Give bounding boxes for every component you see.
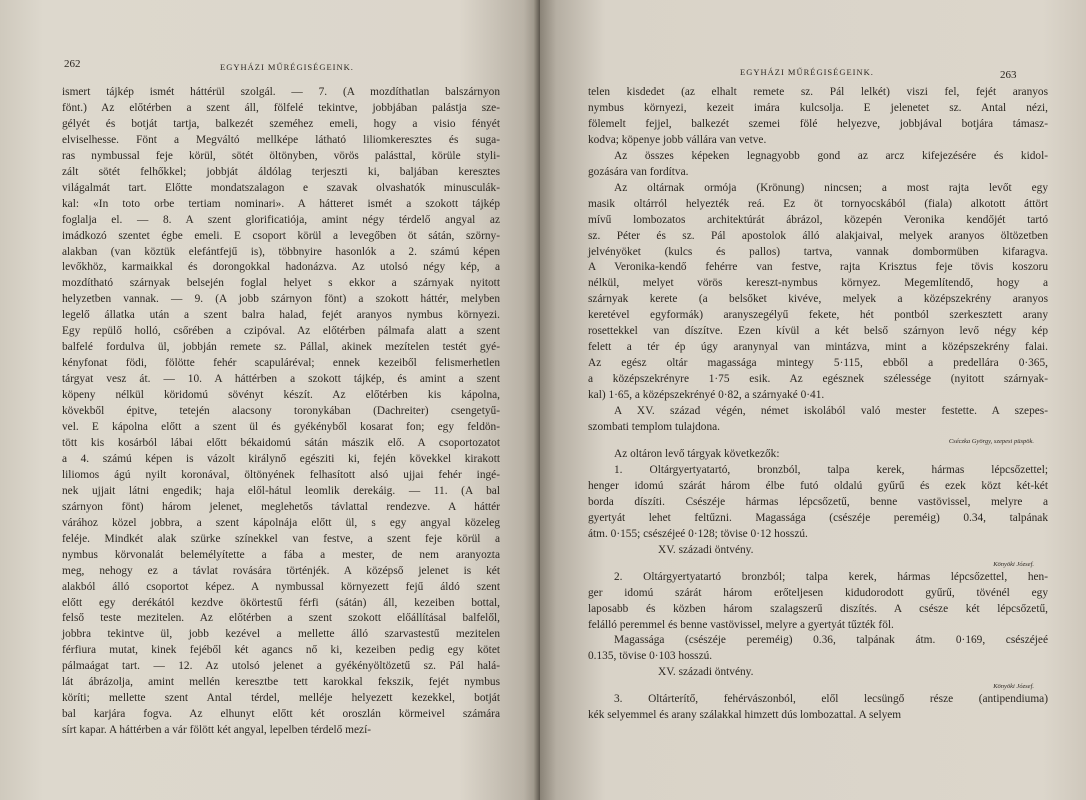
- text-line: szárnyak kerete (a belsőket kivéve, melyek a középszekrény aranyos: [588, 293, 1048, 306]
- text-line: helyzetben vannak. — 9. (A jobb szárnyon fönt) a szokott háttér, melyben: [62, 293, 500, 306]
- text-line: tárgyat vesz át. — 10. A háttérben a szokott tájkép, és amint a szent: [62, 373, 500, 386]
- text-line: jelvényöket (kulcs és pallos) tartva, vannak dombormüben kifaragva.: [588, 245, 1048, 258]
- text-line: foglalja el. — 8. A szent glorificatiója, amint négy térdelő angyal az: [62, 213, 500, 226]
- text-line: kal) 1·65, a középszekrényé 0·82, a szárnyaké 0·41.: [588, 389, 825, 402]
- item-2-candlestick: [588, 570, 1048, 634]
- text-line: fönt.) Az előtérben a szent áll, fölfelé tekintve, jobbjában palástja sze-: [62, 101, 500, 114]
- text-line: masik oltárról helyezték reá. Ez öt tornyocskából (fiala) alkotott áttört: [588, 197, 1048, 210]
- text-line: a középszekrényre 1·75 esik. Az egésznek szélessége (nyitott szárnyak-: [588, 373, 1048, 386]
- item-2-dimensions: [588, 633, 1048, 665]
- text-line: gozására van fordítva.: [588, 165, 689, 178]
- page-number-right: 263: [1000, 69, 1017, 81]
- text-line: ismert tájkép ismét háttérül szolgál. — 7. (A mozdíthatlan balszárnyon: [62, 86, 500, 98]
- text-line: meg, nehogy ez a távlat rovására történjék. A középső jelenet is két: [62, 564, 500, 577]
- text-line: mozdítható szárnyak belsején foglal helyet s ekkor a szárnyak nyitott: [62, 277, 500, 290]
- text-line: nek ujjait látni engedik; haja elől-hátul leomlik derekáig. — 11. (A bal: [62, 484, 500, 497]
- text-line: A XV. század végén, német iskolából való mester festette. A szepes-: [614, 405, 1048, 418]
- text-line: borda díszíti. Csészéje hármas lépcsőzetű, benne vastövissel, melyre a: [588, 495, 1048, 508]
- text-line: laposabb és közben három szalagszerű diszítés. A csésze két lépcsőzetű,: [588, 602, 1048, 615]
- objects-intro: Az oltáron levő tárgyak következők:: [614, 447, 780, 460]
- paragraph-origin: [588, 404, 1048, 436]
- right-page: [540, 0, 1086, 800]
- text-line: rosettekkel van díszítve. Ezen kívül a két belső szárnyon levő négy kép: [588, 325, 1048, 338]
- text-line: 0.135, tövise 0·103 hosszú.: [588, 650, 713, 663]
- text-line: előtt egy derékától kezdve ökörtestű férfi (sátán) áll, kezeiben bottal,: [62, 596, 500, 609]
- text-line: A Veronika-kendő fehérre van festve, rajta Krisztus feje tövis koszoru: [588, 261, 1048, 274]
- text-line: zált sötét felhőkkel; jobbját áldólag terjeszti ki, baljában keresztes: [62, 165, 500, 178]
- text-line: sírt kapar. A háttérben a vár fölött két angyal, lepelben térdelő mezí-: [62, 724, 371, 737]
- page-number-left: 262: [64, 58, 81, 70]
- text-line: balfelé fordulva ül, jobbján remete sz. Pállal, akinek mezítelen testét gyé-: [62, 341, 500, 354]
- left-page: [0, 0, 540, 800]
- text-line: elviselhesse. Fönt a Megváltó mellképe látható liliomkeresztes és suga-: [62, 133, 500, 146]
- text-line: vel. E kápolna előtt a szent ül és gyékényből kosarat fon; egy feldön-: [62, 421, 500, 434]
- running-head-left: EGYHÁZI MŰRÉGISÉGEINK.: [220, 62, 354, 72]
- text-line: kövekből épitve, tetején alacsony toronykában (Dachreiter) csengetyű-: [62, 405, 500, 418]
- right-body-text: [588, 85, 1048, 724]
- paragraph-crowning: [588, 181, 1048, 404]
- text-line: legelő állatka után a szent balra halad, fejét aranyos nymbus környezi.: [62, 309, 500, 322]
- text-line: fölemelt fejjel, balkezét szemei fölé helyezve, jobbjával botjára támasz-: [588, 117, 1048, 130]
- signature-csaszka: Cséczka György, szepesi püspök.: [948, 437, 1034, 445]
- text-line: köpeny nélkül köridomú sövényt készít. Az előtérben kis kápolna,: [62, 389, 500, 402]
- text-line: alakból álló csoportot képez. A nymbussal környezett fejű áldó szent: [62, 580, 500, 593]
- text-line: ger idomú szárát három erőteljesen kidudorodott gyűrű, tövénél egy: [588, 586, 1048, 599]
- text-line: nymbus körvonalát belemélyítette a fába a mester, de nem aranyozta: [62, 548, 500, 561]
- text-line: kék selyemmel és arany szálakkal himzett dús lombozattal. A selyem: [588, 709, 902, 722]
- text-line: világalmát tart. Előtte mondatszalagon e szavak olvashatók minusculák-: [62, 181, 500, 194]
- text-line: ras nymbussal feje körül, sötét öltönyben, vörös palásttal, körüle styli-: [62, 149, 500, 162]
- text-line: lát ábrázolja, amint mellén keresztbe tett karokkal fekszik, fejét nymbus: [62, 676, 500, 689]
- text-line: a 4. számú képen is vázolt királynő egésziti ki, fején kövekkel kirakott: [62, 452, 500, 465]
- text-line: levőkhöz, karmaikkal és dorongokkal hadonázva. Az utolsó négy kép, a: [62, 261, 500, 274]
- text-line: Az egész oltár magassága mintegy 5·115, ebből a predellára 0·365,: [588, 357, 1048, 370]
- text-line: henger idomú szárát három élbe futó oldalú gyűrű és ezek közt két-két: [588, 479, 1048, 492]
- item-1-date: XV. századi öntvény.: [658, 543, 754, 556]
- text-line: mívű lombozatos architektúrát ábrázol, közepén Veronika kendőjét tartó: [588, 213, 1048, 226]
- text-line: sz. Péter és sz. Pál apostolok álló alakjaival, melyek aranyos öltözetben: [588, 229, 1048, 242]
- text-line: szombati templom tulajdona.: [588, 421, 721, 434]
- text-line: 1. Oltárgyertyatartó, bronzból, talpa kerek, hármas lépcsőzettel;: [614, 463, 1048, 476]
- signature-konyoki-2: Könyöki József.: [993, 683, 1034, 691]
- signature-konyoki-1: Könyöki József.: [993, 560, 1034, 568]
- item-3-altar-cloth: [588, 692, 1048, 724]
- text-line: alakban (van köztük elefántfejű is), többnyire hasonlók a 2. számú képen: [62, 245, 500, 258]
- text-line: tött kis kosárból lábai előtt békaidomú sátán mászik elő. A csoportozatot: [62, 436, 500, 449]
- text-line: gyertyát lehet feltűzni. Magassága (csészéje pereméig) 0.34, talpának: [588, 511, 1048, 524]
- text-line: pálmaágat tart. — 12. Az utolsó jelenet a gyékényöltözetű sz. Pál halá-: [62, 660, 500, 673]
- text-line: köríti; mellette szent Antal térdel, melléje helyezett kezekkel, botját: [62, 692, 500, 705]
- text-line: liliomos ágú nyilt koronával, öltönyének felhasított alsó ujjai fehér ingé-: [62, 468, 500, 481]
- text-line: 3. Oltárterítő, fehérvászonból, elől lecsüngő része (antipendiuma): [614, 693, 1048, 706]
- running-head-right: EGYHÁZI MŰRÉGISÉGEINK.: [740, 67, 874, 77]
- item-1-candlestick: [588, 463, 1048, 543]
- item-2-date: XV. századi öntvény.: [658, 666, 754, 679]
- text-line: kényfonat födi, fölötte fehér scapuláréval; ennek kezeiből felismerhetlen: [62, 357, 500, 370]
- text-line: szárnyon fönt) három jelenet, meglehetős távlattal rendezve. A háttér: [62, 500, 500, 513]
- text-line: felső teste mezitelen. Az előtérben a szent szokott előállításal balfelől,: [62, 612, 500, 625]
- text-line: feléje. Mindkét alak szürke színekkel van festve, a szent feje körül a: [62, 532, 500, 545]
- paragraph-faces: [588, 149, 1048, 181]
- text-line: imádkozó szentet égbe emeli. E csoport körül a levegőben öt sátán, szörny-: [62, 229, 500, 242]
- text-line: kodva; köpenye jobb vállára van vetve.: [588, 133, 767, 146]
- text-line: keretével egyformák) aranyszegélyű fekete, hét pontból szerkesztett arany: [588, 309, 1048, 322]
- text-line: Az összes képeken legnagyobb gond az arcz kifejezésére és kidol-: [614, 149, 1048, 162]
- text-line: átm. 0·155; csészéjeé 0·128; tövise 0·12 hosszú.: [588, 527, 808, 540]
- text-line: várához közel jobbra, a szent kápolnája előtt ül, s egy angyal közeleg: [62, 516, 500, 529]
- text-line: 2. Oltárgyertyatartó bronzból; talpa kerek, hármas lépcsőzettel, hen-: [614, 570, 1048, 583]
- text-line: telen kisdedet (az elhalt remete sz. Pál lelkét) viszi fel, fejét aranyos: [588, 86, 1048, 98]
- text-line: férfiura mutat, kinek fejéből két agancs nő ki, kezeiben pedig egy kötet: [62, 644, 500, 657]
- text-line: Az oltárnak ormója (Krönung) nincsen; a most rajta levőt egy: [614, 181, 1048, 194]
- text-line: felett a tér ép úgy aranynyal van mintázva, mint a középszekrény falai.: [588, 341, 1048, 354]
- text-line: Magassága (csészéje pereméig) 0.36, talpának átm. 0·169, csészéjeé: [614, 634, 1048, 647]
- paragraph-continued: [588, 85, 1048, 149]
- text-line: bal karjára fogva. Az elhunyt előtt két oroszlán körmeivel számára: [62, 708, 500, 721]
- text-line: kal: «In toto orbe tertiam nominari». A hátteret ismét a szokott tájkép: [62, 197, 500, 210]
- text-line: felálló peremmel és benne vastövissel, melyre a gyertyát tűzték föl.: [588, 618, 894, 631]
- left-body-text: [62, 85, 500, 739]
- text-line: nélkül, melyet vörös kereszt-nymbus környez. Megemlítendő, hogy a: [588, 277, 1048, 290]
- text-line: Egy repülő holló, csőrében a czipóval. Az előtérben pálmafa alatt a szent: [62, 325, 500, 338]
- text-line: gélyét és botját tartja, balkezét szeméhez emeli, hogy a visio fényét: [62, 117, 500, 130]
- text-line: nymbus környezi, kezeit imára kulcsolja. E jelenetet sz. Antal nézi,: [588, 101, 1048, 114]
- text-line: jobbra tekintve ül, jobb kezével a mellette álló szarvastestű mezitelen: [62, 628, 500, 641]
